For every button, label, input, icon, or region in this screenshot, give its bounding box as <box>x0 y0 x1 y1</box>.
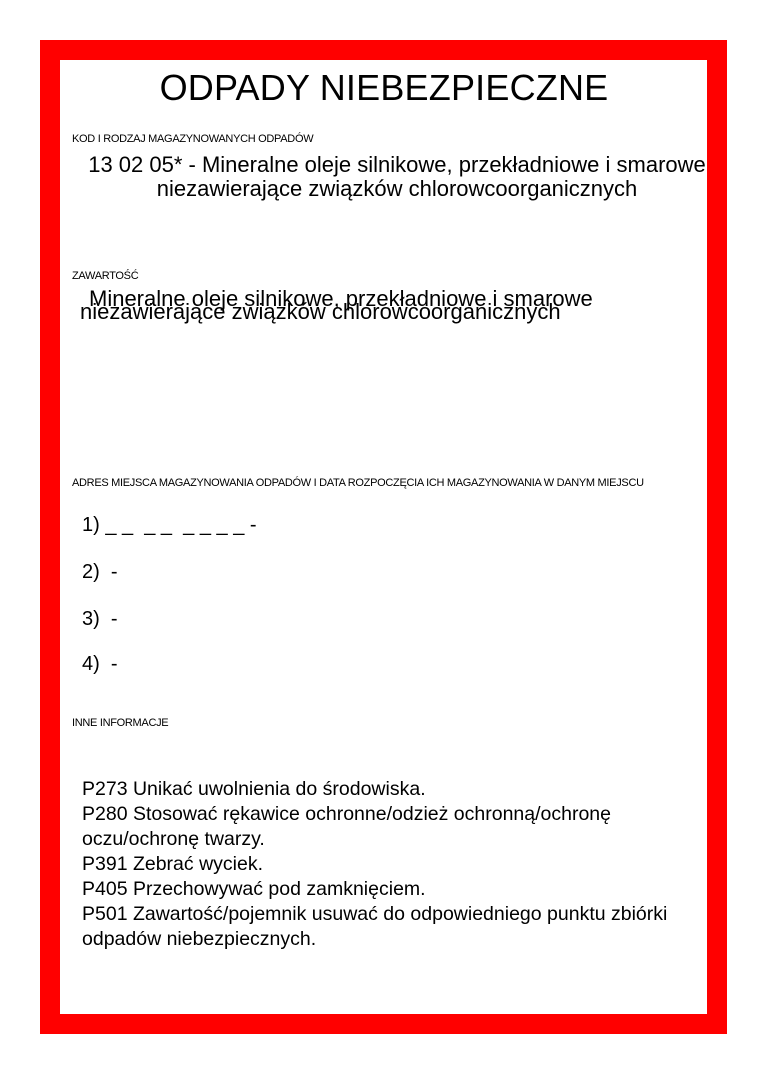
storage-address-label: ADRES MIEJSCA MAGAZYNOWANIA ODPADÓW I DATA ROZPOCZĘCIA ICH MAGAZYNOWANIA W DANYM MIEJSCU <box>72 477 644 489</box>
content-value: Mineralne oleje silnikowe, przekładniowe i smarowe niezawierające związków chlorowcoorganicznych <box>80 286 593 324</box>
waste-code-label: KOD I RODZAJ MAGAZYNOWANYCH ODPADÓW <box>72 133 314 145</box>
precaution-p391: P391 Zebrać wyciek. <box>82 853 263 875</box>
precaution-p280: P280 Stosować rękawice ochronne/odzież ochronną/ochronę oczu/ochronę twarzy. <box>82 803 611 850</box>
other-info-block <box>82 777 692 952</box>
page-title: ODPADY NIEBEZPIECZNE <box>159 67 609 108</box>
precaution-p501: P501 Zawartość/pojemnik usuwać do odpowiedniego punktu zbiórki odpadów niebezpiecznych. <box>82 903 668 950</box>
waste-code-value: 13 02 05* - Mineralne oleje silnikowe, przekładniowe i smarowe niezawierające związków chlorowcoorganicznych <box>88 152 706 201</box>
precaution-p405: P405 Przechowywać pod zamknięciem. <box>82 878 426 900</box>
content-label: ZAWARTOŚĆ <box>72 270 139 282</box>
address-line-4: 4) - <box>82 653 118 675</box>
precaution-p273: P273 Unikać uwolnienia do środowiska. <box>82 778 426 800</box>
address-line-1: 1) _ _ _ _ _ _ _ _ - <box>82 514 257 536</box>
address-line-3: 3) - <box>82 608 118 630</box>
address-line-2: 2) - <box>82 561 118 583</box>
other-info-label: INNE INFORMACJE <box>72 717 169 729</box>
